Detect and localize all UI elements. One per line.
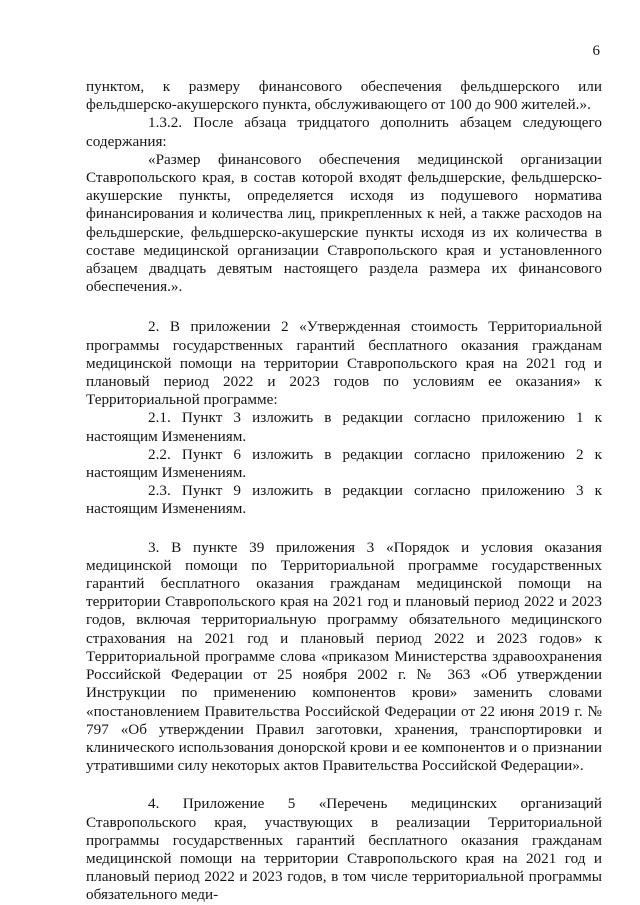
paragraph-item-2: 2. В приложении 2 «Утвержденная стоимость Территориальной программы государственных гарантий бесплатного оказания гражданам медицинской помощи на территории Ставропольского края на 2021 год и плановый период 2022 и 2023 годов по условиям ее оказания» к Территориальной программе:	[86, 318, 602, 409]
paragraph-item-3: 3. В пункте 39 приложения 3 «Порядок и условия оказания медицинской помощи по Территориальной программе государственных гарантий бесплатного оказания гражданам медицинской помощи на территории Ставропольского края на 2021 год и плановый период 2022 и 2023 годов, включая территориальную программу обязательного медицинского страхования на 2021 год и плановый период 2022 и 2023 годов» к Территориальной программе слова «приказом Министерства здравоохранения Российской Федерации от 25 ноября 2002 г. № 363 «Об утверждении Инструкции по применению компонентов крови» заменить словами «постановлением Правительства Российской Федерации от 22 июня 2019 г. № 797 «Об утверждении Правил заготовки, хранения, транспортировки и клинического использования донорской крови и ее компонентов и о признании утратившими силу некоторых актов Правительства Российской Федерации».	[86, 538, 602, 775]
paragraph-continuation: пунктом, к размеру финансового обеспечения фельдшерского или фельдшерско-акушерского пункта, обслуживающего от 100 до 900 жителей.».	[86, 78, 602, 114]
paragraph-item-2-2: 2.2. Пункт 6 изложить в редакции согласно приложению 2 к настоящим Изменениям.	[86, 445, 602, 482]
paragraph-1-3-2: 1.3.2. После абзаца тридцатого дополнить абзацем следующего содержания:	[86, 114, 602, 150]
paragraph-item-4: 4. Приложение 5 «Перечень медицинских организаций Ставропольского края, участвующих в реализации Территориальной программы государственных гарантий бесплатного оказания гражданам медицинской помощи на территории Ставропольского края на 2021 год и плановый период 2022 и 2023 годов, в том числе территориальной программы обязательного меди-	[86, 795, 602, 904]
document-body	[86, 78, 602, 905]
paragraph-quoted-insert: «Размер финансового обеспечения медицинской организации Ставропольского края, в состав которой входят фельдшерские, фельдшерско-акушерские пункты, определяется исходя из подушевого норматива финансирования и количества лиц, прикрепленных к ней, а также расходов на фельдшерские, фельдшерско-акушерские пункты исходя из их количества в составе медицинской организации Ставропольского края и установленного абзацем двадцать девятым настоящего раздела размера их финансового обеспечения.».	[86, 150, 602, 296]
page-number: 6	[592, 43, 600, 59]
paragraph-item-2-1: 2.1. Пункт 3 изложить в редакции согласно приложению 1 к настоящим Изменениям.	[86, 409, 602, 445]
paragraph-item-2-3: 2.3. Пункт 9 изложить в редакции согласно приложению 3 к настоящим Изменениям.	[86, 482, 602, 518]
